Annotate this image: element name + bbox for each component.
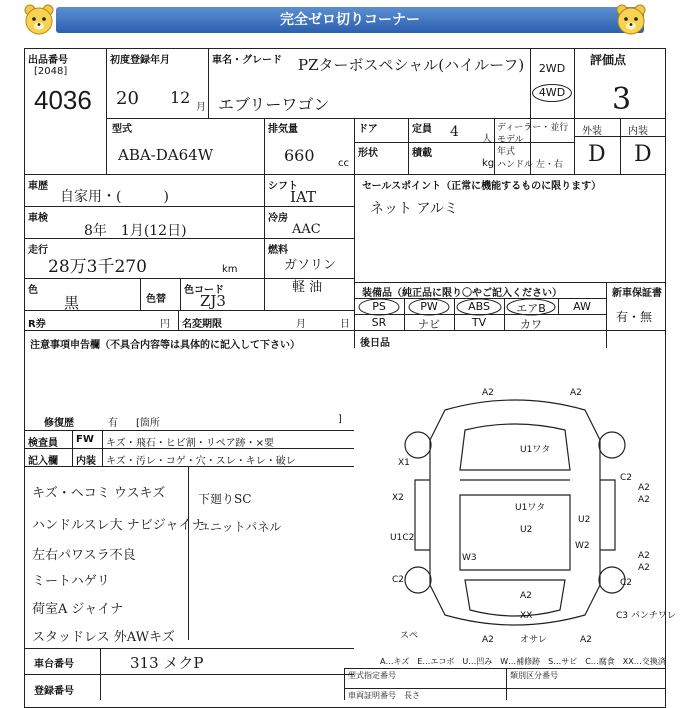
vehicle-no-value: 313 メクP — [130, 654, 204, 672]
history-label: 車歴 — [28, 181, 48, 192]
shape-label: 形状 — [358, 148, 378, 159]
note-right-1: 下廻りSC — [198, 492, 252, 506]
car-damage-diagram — [370, 370, 676, 650]
lot-number: 4036 — [34, 85, 92, 115]
repair-place: [箇所 — [136, 418, 160, 429]
color-label: 色 — [28, 285, 38, 296]
mark-c2-rear-right: C2 — [620, 578, 633, 588]
drive-4wd: 4WD — [538, 86, 566, 99]
fuel-label: 燃料 — [268, 245, 288, 256]
first-reg-unit: 月 — [196, 102, 206, 113]
mark-a2-front-right: A2 — [570, 388, 582, 398]
note-line-5: 荷室A ジャイナ — [32, 602, 124, 617]
warranty-value: 有・無 — [616, 310, 653, 324]
displacement-label: 排気量 — [268, 124, 298, 135]
history-value: 自家用・( ) — [60, 189, 169, 205]
equipment-label: 装備品（純正品に限り〇やご記入ください） — [362, 288, 562, 299]
color-value: 黒 — [64, 294, 80, 312]
mark-a2-front-left: A2 — [482, 388, 494, 398]
score-ext-label: 外装 — [582, 126, 602, 137]
repair-value: 有 — [108, 418, 118, 429]
banner-bar — [56, 7, 644, 33]
model-label: モデル — [497, 135, 524, 145]
note-line-1: キズ・ヘコミ ウスキズ — [32, 486, 166, 501]
inspection-value: 8年 1月(12日) — [84, 223, 187, 239]
rear-items-label: 後日品 — [360, 338, 390, 349]
color-swap-label: 色替 — [146, 294, 166, 305]
mark-x1: X1 — [398, 458, 410, 468]
displacement-value: 660 — [284, 146, 315, 165]
mark-u1-roof: U1ワタ — [520, 445, 551, 455]
mark-w3: W3 — [462, 553, 477, 563]
type-designation-label: 型式指定番号 — [348, 671, 396, 680]
type-value: ABA-DA64W — [118, 146, 214, 164]
score-int-label: 内装 — [628, 126, 648, 137]
mark-osare: オサレ — [520, 635, 547, 645]
mark-a2-right-3: A2 — [638, 483, 650, 493]
reg-no-label: 登録番号 — [34, 686, 74, 697]
recycle-unit: 円 — [160, 319, 170, 330]
mark-xx: XX — [520, 611, 533, 621]
repair-end: ] — [338, 414, 342, 425]
equip-navi: ナビ — [418, 318, 440, 331]
score-label: 評価点 — [590, 53, 627, 67]
color-code: ZJ3 — [200, 292, 226, 310]
shift-label: シフト — [268, 181, 298, 192]
displacement-unit: cc — [338, 158, 349, 169]
color-code-label: 色コード — [184, 285, 224, 296]
selling-points-label: セールスポイント（正常に機能するものに限ります） — [362, 181, 602, 192]
equip-airbag: エアB — [516, 302, 546, 315]
mark-a2-right-lower: A2 — [638, 551, 650, 561]
capacity-unit: 人 — [482, 134, 492, 145]
inspection-label: 車検 — [28, 213, 48, 224]
grade-handwritten: PZターボスペシャル(ハイルーフ) — [298, 56, 525, 74]
transfer-month: 月 — [296, 319, 306, 330]
transfer-day: 日 — [340, 319, 350, 330]
equip-sr: SR — [371, 316, 387, 329]
mark-u2-body: U2 — [520, 525, 533, 535]
note-line-6: スタッドレス 外AWキズ — [32, 630, 175, 645]
equip-aw: AW — [573, 300, 591, 313]
mark-a2-rear-right: A2 — [580, 635, 592, 645]
warranty-label: 新車保証書 — [612, 288, 662, 299]
load-label: 積載 — [412, 148, 432, 159]
vehicle-no-label: 車台番号 — [34, 659, 74, 670]
vehicle-cert-label: 車両証明番号 — [348, 691, 396, 700]
type-label: 型式 — [112, 124, 132, 135]
equipment-circles — [354, 296, 606, 332]
transfer-label: 名変期限 — [182, 319, 222, 330]
repair-label: 修復歴 — [44, 418, 74, 429]
mileage-value: 28万3千270 — [48, 257, 147, 277]
first-reg-label: 初度登録年月 — [110, 55, 170, 66]
year-label: 年式 — [497, 147, 516, 157]
mark-a2-rear-left: A2 — [482, 635, 494, 645]
mileage-label: 走行 — [28, 245, 48, 256]
length-label: 長さ — [404, 691, 420, 700]
equip-leather: カワ — [520, 318, 542, 331]
aircon-value: AAC — [292, 222, 321, 237]
mark-c2-left: C2 — [392, 575, 405, 585]
note-line-4: ミートハゲリ — [32, 574, 110, 589]
mileage-unit: km — [222, 264, 238, 275]
mark-a2-right: A2 — [638, 495, 650, 505]
inspector-interior: 内装 — [76, 456, 96, 467]
equip-pw: PW — [420, 300, 438, 313]
lot-label: 出品番号 — [28, 55, 68, 66]
dealer-label: ディーラー・並行 — [497, 123, 569, 133]
capacity-value: 4 — [450, 124, 459, 140]
banner-title: 完全ゼロ切りコーナー — [280, 12, 420, 28]
equip-tv: TV — [471, 316, 487, 329]
inspector-fw-items: キズ・飛石・ヒビ割・リペア跡・×要 — [106, 438, 274, 449]
note-right-2: ユニットパネル — [198, 520, 282, 534]
first-reg-year: 20 — [116, 88, 139, 109]
lot-sub: [2048] — [34, 66, 68, 77]
score-value: 3 — [612, 82, 632, 117]
mark-a2-right-2: A2 — [638, 563, 650, 573]
mark-u2-right: U2 — [578, 515, 591, 525]
damage-legend: A…キズ E…エコボ U…凹み W…補修跡 S…サビ C…腐食 XX…交換済 — [380, 657, 666, 666]
doors-label: ドア — [358, 124, 378, 135]
score-int-value: D — [634, 142, 652, 167]
header-banner — [0, 0, 700, 40]
mark-w2: W2 — [575, 541, 590, 551]
selling-points-hand: ネット アルミ — [370, 201, 458, 217]
first-reg-month: 12 — [170, 88, 191, 107]
mark-c3: C3 パンチワレ — [616, 611, 676, 621]
model-name-handwritten: エブリーワゴン — [218, 95, 330, 114]
bear-mascot-icon — [612, 2, 650, 38]
note-line-3: 左右パワスラ不良 — [32, 548, 136, 563]
fuel-gas: ガソリン — [284, 258, 337, 273]
equip-abs: ABS — [468, 300, 490, 313]
inspector-label: 検査員 — [28, 438, 58, 449]
aircon-label: 冷房 — [268, 213, 288, 224]
mark-spe: スペ — [400, 631, 419, 641]
mark-u1c2: U1C2 — [390, 533, 415, 543]
fuel-diesel: 軽 油 — [292, 280, 323, 295]
equip-ps: PS — [372, 300, 386, 313]
bear-mascot-icon — [20, 2, 58, 38]
inspector-int-items: キズ・汚レ・コゲ・穴・スレ・キレ・破レ — [106, 456, 296, 467]
class-number-label: 類別区分番号 — [510, 671, 558, 680]
inspector-fw: FW — [76, 434, 94, 445]
handle-label: ハンドル 左・右 — [497, 160, 563, 170]
shift-value: IAT — [290, 188, 316, 206]
recycle-label: R券 — [28, 319, 46, 330]
auction-sheet — [0, 40, 700, 700]
score-ext-value: D — [588, 142, 606, 167]
load-unit: kg — [482, 158, 495, 169]
mark-x2: X2 — [392, 493, 404, 503]
notes-label: 注意事項申告欄（不具合内容等は具体的に記入して下さい） — [30, 340, 300, 351]
record-label: 記入欄 — [28, 456, 58, 467]
mark-a2-rear: A2 — [520, 591, 532, 601]
drive-2wd: 2WD — [538, 62, 566, 75]
mark-c2-right: C2 — [620, 473, 633, 483]
model-grade-label: 車名・グレード — [212, 55, 282, 66]
mark-u1-body: U1ワタ — [515, 503, 546, 513]
capacity-label: 定員 — [412, 124, 432, 135]
note-line-2: ハンドルスレ大 ナビジャイナ — [32, 518, 205, 533]
